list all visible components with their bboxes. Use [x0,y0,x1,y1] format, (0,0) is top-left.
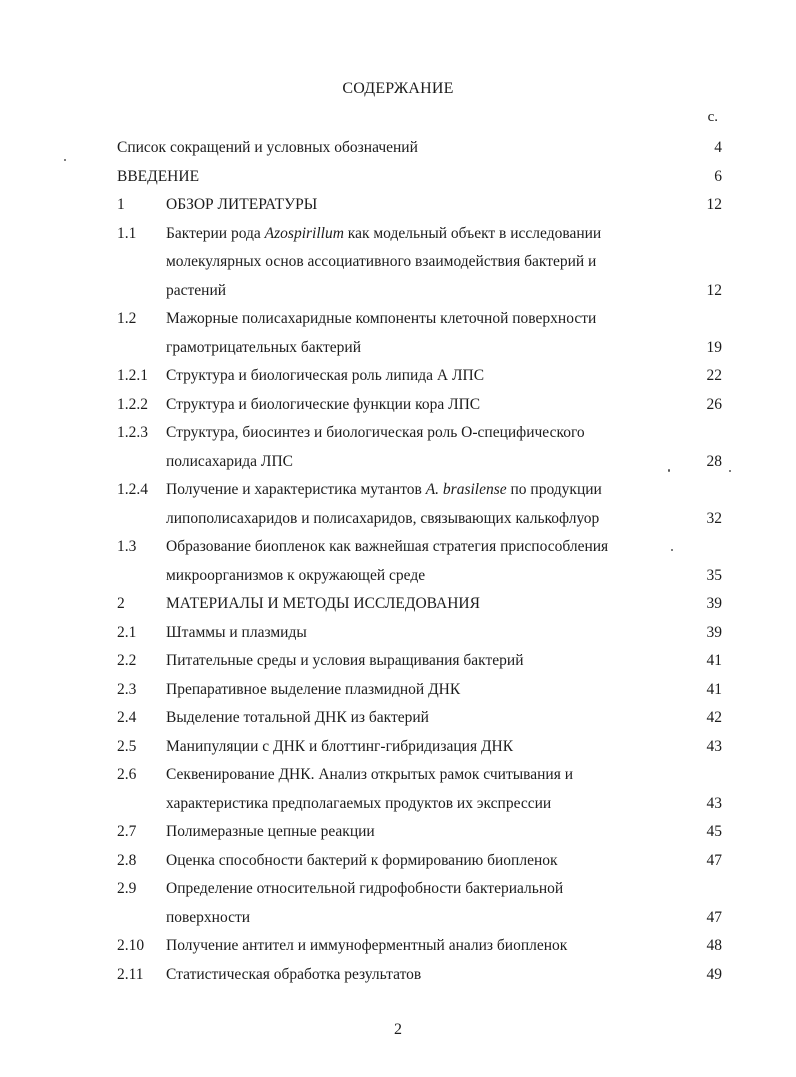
toc-entry [117,391,722,420]
toc-entry-number: 1.2.2 [117,395,148,413]
toc-entry-line: Образование биопленок как важнейшая стратегия приспособления [166,538,609,555]
toc-entry-line: Полимеразные цепные реакции [166,823,375,840]
toc-entry-title [166,676,678,705]
toc-entry-number: 1.2 [117,310,137,327]
toc-entry-page: 12 [706,281,722,299]
toc-entry-line: МАТЕРИАЛЫ И МЕТОДЫ ИССЛЕДОВАНИЯ [166,595,480,612]
toc-entry-title [166,704,678,733]
toc-entry-page: 39 [706,623,722,641]
toc-entry-title [166,220,678,306]
toc-entry-title [117,134,678,163]
toc-entry-page: 43 [706,794,722,812]
toc-entry-line: Получение антител и иммуноферментный анализ биопленок [166,937,568,954]
toc-entry-title [166,476,678,533]
toc-entry-line: полисахарида ЛПС [166,452,293,470]
toc-entry-title [166,533,678,590]
toc-entry-line: Получение и характеристика мутантов A. brasilense по продукции [166,481,602,498]
toc-entry-line: грамотрицательных бактерий [166,338,361,356]
toc-entry-line: Статистическая обработка результатов [166,965,422,983]
toc-entry [117,676,722,705]
toc-entry-number: 2.7 [117,823,137,840]
toc-entry-page: 26 [706,395,722,413]
toc-entry-line: Штаммы и плазмиды [166,623,307,641]
toc-entry-number: 1.1 [117,224,137,242]
toc-entry [117,419,722,476]
toc-entry-number: 2.1 [117,623,137,641]
toc-entry-line: микроорганизмов к окружающей среде [166,566,426,584]
toc-entry-page: 45 [706,823,722,840]
toc-entry [117,932,722,961]
toc-entry [117,533,722,590]
toc-entry-page: 32 [706,509,722,527]
toc-entry-page: 39 [706,595,722,612]
toc-entry-line: ВВЕДЕНИЕ [117,167,200,185]
toc-entry-line: липополисахаридов и полисахаридов, связывающих калькофлуор [166,509,600,527]
toc-entry-title [166,619,678,648]
toc-entry-line: Питательные среды и условия выращивания бактерий [166,652,524,669]
toc-entry [117,134,722,163]
toc-entry-line: поверхности [166,908,251,926]
toc-entry-title [166,761,678,818]
table-of-contents [117,134,722,989]
toc-entry-title [166,932,678,961]
toc-entry-title [166,419,678,476]
scan-speck [64,159,66,161]
scan-speck [671,549,673,551]
toc-entry-page: 4 [714,139,722,156]
toc-entry-line: Оценка способности бактерий к формированию биопленок [166,851,558,869]
toc-entry-line: Структура и биологическая роль липида А ЛПС [166,367,485,384]
toc-entry [117,647,722,676]
toc-entry-number: 2.5 [117,737,137,755]
toc-entry-line: Манипуляции с ДНК и блоттинг-гибридизация ДНК [166,737,514,755]
toc-entry-line: Препаративное выделение плазмидной ДНК [166,680,461,698]
italic-term: A. brasilense [425,481,507,498]
toc-entry-line: Мажорные полисахаридные компоненты клеточной поверхности [166,310,597,327]
toc-entry [117,704,722,733]
toc-entry-page: 43 [706,737,722,755]
toc-entry-title [166,191,678,220]
toc-entry-line: растений [166,281,227,299]
toc-entry-page: 41 [706,680,722,698]
toc-entry-number: 2 [117,595,125,612]
toc-entry-title [166,875,678,932]
toc-entry-number: 2.2 [117,652,137,669]
toc-entry [117,305,722,362]
toc-entry-number: 2.8 [117,851,137,869]
toc-entry-title [166,305,678,362]
toc-entry [117,476,722,533]
page-number: 2 [394,1021,402,1038]
toc-entry-line: Структура и биологические функции кора ЛПС [166,395,481,413]
scan-speck [729,470,731,472]
toc-entry-page: 12 [706,196,722,213]
toc-entry-line: Бактерии рода Azospirillum как модельный объект в исследовании [166,224,602,242]
toc-entry-page: 48 [706,937,722,954]
toc-entry-number: 2.6 [117,766,137,783]
toc-entry [117,590,722,619]
toc-entry [117,961,722,990]
toc-entry-page: 35 [706,566,722,584]
toc-entry-page: 19 [706,338,722,356]
toc-entry-number: 1.2.4 [117,481,148,498]
toc-entry-line: ОБЗОР ЛИТЕРАТУРЫ [166,196,318,213]
toc-entry-title [166,733,678,762]
toc-entry-number: 2.10 [117,937,145,954]
toc-entry-page: 28 [706,452,722,470]
toc-entry-line: молекулярных основ ассоциативного взаимодействия бактерий и [166,253,597,270]
toc-entry-number: 1.2.3 [117,424,148,441]
toc-entry-title [166,647,678,676]
toc-entry [117,818,722,847]
page-column-label: с. [707,109,718,125]
toc-entry-page: 49 [706,965,722,983]
toc-entry-title [166,818,678,847]
toc-entry-number: 1.3 [117,538,137,555]
toc-entry-number: 2.9 [117,880,137,897]
toc-entry-number: 2.11 [117,965,144,983]
toc-entry-line: Определение относительной гидрофобности бактериальной [166,880,564,897]
toc-entry [117,875,722,932]
toc-entry [117,163,722,192]
toc-entry-line: Список сокращений и условных обозначений [117,139,418,156]
page-title: СОДЕРЖАНИЕ [342,80,454,97]
toc-entry-line: Структура, биосинтез и биологическая роль О-специфического [166,424,585,441]
toc-entry [117,619,722,648]
toc-entry-title [166,847,678,876]
toc-entry-title [166,590,678,619]
toc-entry [117,761,722,818]
toc-entry-page: 47 [706,851,722,869]
toc-entry-line: Выделение тотальной ДНК из бактерий [166,709,429,726]
toc-entry-number: 1.2.1 [117,367,148,384]
toc-entry [117,362,722,391]
toc-entry-page: 6 [714,167,722,185]
italic-term: Azospirillum [264,224,344,242]
toc-entry-line: характеристика предполагаемых продуктов их экспрессии [166,794,552,812]
toc-entry-title [117,163,678,192]
toc-entry-page: 47 [706,908,722,926]
toc-entry [117,220,722,306]
toc-entry-page: 41 [706,652,722,669]
toc-entry-page: 22 [706,367,722,384]
toc-entry-number: 1 [117,196,125,213]
toc-entry-title [166,961,678,990]
toc-entry-number: 2.4 [117,709,137,726]
toc-entry-title [166,362,678,391]
toc-entry-title [166,391,678,420]
toc-entry-page: 42 [706,709,722,726]
toc-entry [117,733,722,762]
toc-entry [117,847,722,876]
toc-entry-line: Секвенирование ДНК. Анализ открытых рамок считывания и [166,766,574,783]
scan-speck [668,469,670,472]
toc-entry [117,191,722,220]
toc-entry-number: 2.3 [117,680,137,698]
